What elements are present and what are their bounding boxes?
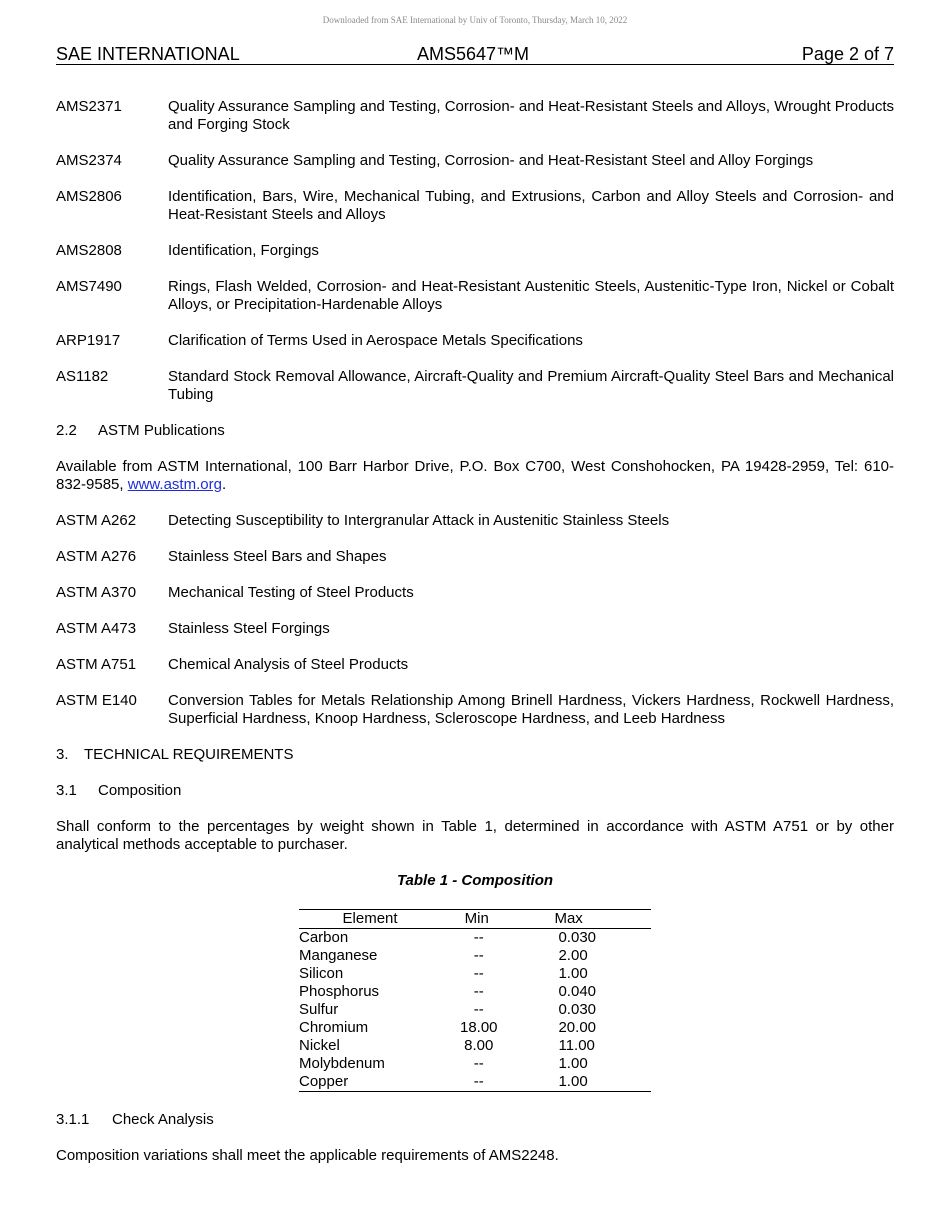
astm-availability-paragraph <box>56 458 894 494</box>
cell-min: -- <box>473 947 484 964</box>
table-row <box>299 1055 651 1073</box>
reference-item <box>56 548 894 566</box>
reference-title: Conversion Tables for Metals Relationship Among Brinell Hardness, Vickers Hardness, Rockwell Hardness, Superficial Hardness, Knoop Hardness, Scleroscope Hardness, and Leeb Hardness <box>168 692 894 727</box>
cell-element: Manganese <box>299 947 378 964</box>
reference-item <box>56 512 894 530</box>
cell-element: Sulfur <box>299 1001 339 1018</box>
reference-code: ASTM A370 <box>56 584 137 601</box>
cell-max: 1.00 <box>558 965 588 982</box>
reference-item <box>56 584 894 602</box>
download-watermark: Downloaded from SAE International by Univ of Toronto, Thursday, March 10, 2022 <box>322 15 628 25</box>
cell-min: -- <box>473 983 484 1000</box>
header-min: Min <box>441 910 512 929</box>
cell-element: Phosphorus <box>299 983 380 1000</box>
cell-min: -- <box>473 1055 484 1072</box>
reference-item <box>56 278 894 314</box>
reference-item <box>56 656 894 674</box>
cell-max: 20.00 <box>558 1019 597 1036</box>
cell-max: 0.030 <box>558 929 597 946</box>
astm-website-link[interactable]: www.astm.org <box>127 476 222 493</box>
header-doc-number: AMS5647™M <box>417 44 530 64</box>
reference-title: Stainless Steel Bars and Shapes <box>168 548 387 565</box>
section-heading-3-1-1 <box>56 1111 894 1129</box>
header-org: SAE INTERNATIONAL <box>56 44 240 64</box>
cell-min: -- <box>473 1001 484 1018</box>
reference-title: Stainless Steel Forgings <box>168 620 330 637</box>
reference-title: Chemical Analysis of Steel Products <box>168 656 409 673</box>
reference-code: AMS2808 <box>56 242 122 259</box>
section-number: 3.1.1 <box>56 1111 90 1128</box>
document-body <box>56 98 894 1183</box>
table-row <box>299 1019 651 1037</box>
reference-title: Detecting Susceptibility to Intergranular Attack in Austenitic Stainless Steels <box>168 512 670 529</box>
reference-code: ASTM A473 <box>56 620 137 637</box>
reference-code: ASTM A276 <box>56 548 137 565</box>
reference-item <box>56 368 894 404</box>
section-number: 3.1 <box>56 782 77 799</box>
cell-min: -- <box>473 1073 484 1090</box>
cell-element: Molybdenum <box>299 1055 385 1072</box>
reference-title: Clarification of Terms Used in Aerospace Metals Specifications <box>168 332 583 349</box>
reference-title: Quality Assurance Sampling and Testing, Corrosion- and Heat-Resistant Steels and Alloys, Wrought Products and Forging Stock <box>168 98 894 133</box>
section-number: 3. <box>56 746 69 763</box>
cell-max: 1.00 <box>558 1073 588 1090</box>
reference-code: ASTM A751 <box>56 656 137 673</box>
section-title: ASTM Publications <box>98 422 225 439</box>
availability-text: Available from ASTM International, 100 Barr Harbor Drive, P.O. Box C700, West Conshohocken, PA 19428-2959, Tel: 610-832-9585, <box>56 458 894 493</box>
reference-item <box>56 188 894 224</box>
table-row <box>299 1001 651 1019</box>
reference-code: AMS7490 <box>56 278 122 295</box>
cell-element: Carbon <box>299 929 349 946</box>
cell-min: 8.00 <box>464 1037 494 1054</box>
reference-title: Quality Assurance Sampling and Testing, Corrosion- and Heat-Resistant Steel and Alloy Forgings <box>168 152 814 169</box>
check-analysis-paragraph: Composition variations shall meet the applicable requirements of AMS2248. <box>56 1147 559 1164</box>
section-heading-2-2 <box>56 422 894 440</box>
cell-element: Chromium <box>299 1019 369 1036</box>
reference-title: Standard Stock Removal Allowance, Aircraft-Quality and Premium Aircraft-Quality Steel Bars and Mechanical Tubing <box>168 368 894 403</box>
section-heading-3 <box>56 746 894 764</box>
cell-max: 1.00 <box>558 1055 588 1072</box>
section-title: Composition <box>98 782 182 799</box>
section-title: Check Analysis <box>112 1111 214 1128</box>
table-header-row <box>299 910 651 929</box>
reference-item <box>56 332 894 350</box>
astm-reference-list <box>56 512 894 728</box>
reference-item <box>56 620 894 638</box>
cell-min: -- <box>473 929 484 946</box>
table-row <box>299 983 651 1001</box>
table-row <box>299 1037 651 1055</box>
cell-element: Silicon <box>299 965 344 982</box>
header-max: Max <box>512 910 651 929</box>
table-title: Table 1 - Composition <box>396 872 554 889</box>
reference-title: Rings, Flash Welded, Corrosion- and Heat-Resistant Austenitic Steels, Austenitic-Type Iron, Nickel or Cobalt Alloys, or Precipitation-Hardenable Alloys <box>168 278 894 313</box>
table-row <box>299 929 651 948</box>
cell-max: 11.00 <box>558 1037 595 1054</box>
header-element: Element <box>299 910 441 929</box>
reference-title: Identification, Forgings <box>168 242 319 259</box>
reference-code: ASTM A262 <box>56 512 137 529</box>
reference-item <box>56 152 894 170</box>
availability-end: . <box>221 476 227 493</box>
reference-title: Identification, Bars, Wire, Mechanical Tubing, and Extrusions, Carbon and Alloy Steels and Corrosion- and Heat-Resistant Steels and Alloys <box>168 188 894 223</box>
table-row <box>299 1073 651 1092</box>
reference-code: AMS2374 <box>56 152 122 169</box>
cell-min: 18.00 <box>459 1019 498 1036</box>
reference-code: AMS2371 <box>56 98 122 115</box>
cell-element: Nickel <box>299 1037 340 1054</box>
section-heading-3-1 <box>56 782 894 800</box>
table-row <box>299 947 651 965</box>
header-page-number: Page 2 of 7 <box>801 44 894 64</box>
reference-item <box>56 98 894 134</box>
cell-max: 0.030 <box>558 1001 597 1018</box>
reference-code: AMS2806 <box>56 188 122 205</box>
reference-item <box>56 692 894 728</box>
sae-reference-list <box>56 98 894 404</box>
reference-code: ARP1917 <box>56 332 121 349</box>
reference-code: ASTM E140 <box>56 692 137 709</box>
reference-title: Mechanical Testing of Steel Products <box>168 584 414 601</box>
cell-element: Copper <box>299 1073 349 1090</box>
cell-min: -- <box>473 965 484 982</box>
table-row <box>299 965 651 983</box>
composition-paragraph: Shall conform to the percentages by weight shown in Table 1, determined in accordance with ASTM A751 or by other analytical methods acceptable to purchaser. <box>56 818 894 853</box>
reference-code: AS1182 <box>56 368 109 385</box>
cell-max: 2.00 <box>558 947 588 964</box>
page-header <box>56 44 894 65</box>
cell-max: 0.040 <box>558 983 597 1000</box>
section-number: 2.2 <box>56 422 77 439</box>
composition-table <box>299 909 651 1092</box>
reference-item <box>56 242 894 260</box>
section-title: TECHNICAL REQUIREMENTS <box>84 746 294 763</box>
